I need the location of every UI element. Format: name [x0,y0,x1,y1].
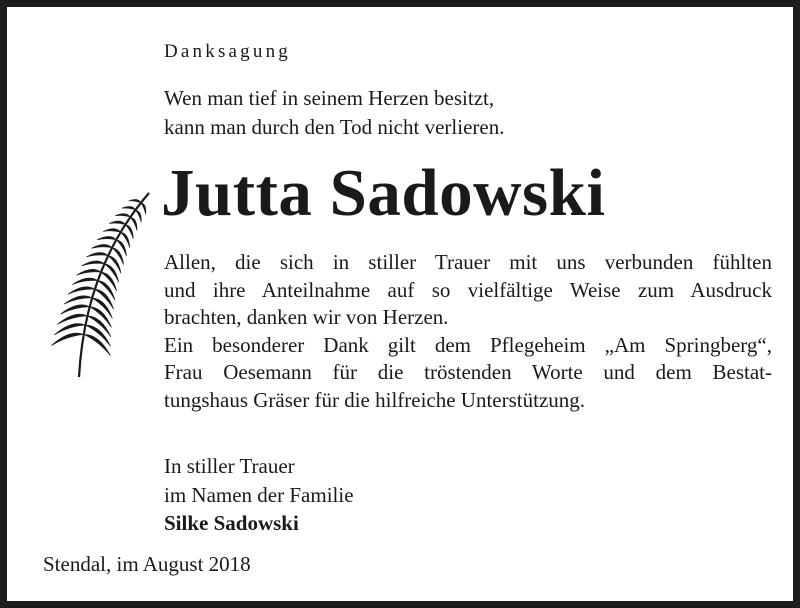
leaf-frond [64,296,92,304]
thanks-line: und ihre Anteilnahme auf so vielfältige Weise zum Ausdruck [164,277,772,302]
signature-block [164,452,354,538]
place-and-date: Stendal, im August 2018 [43,552,251,576]
deceased-name: Jutta Sadowski [161,156,606,230]
leaf-frond [122,206,136,210]
leaf-frond [141,203,146,214]
leaf-frond [86,253,108,257]
leaf-frond [92,244,113,248]
leaf-frond [84,334,111,355]
leaf-frond [103,229,121,232]
thanks-line: Allen, die sich in stiller Trauer mit uns verbunden fühlten [164,250,772,274]
notice-heading: Danksagung [164,41,291,62]
thanks-line: Frau Oesemann für die tröstenden Worte und dem Bestat- [164,360,772,384]
thanks-line: Ein besonderer Dank gilt dem Pflegeheim „Am Springberg“, [164,332,772,357]
leaf-frond [68,287,95,294]
leaf-frond [109,221,125,225]
leaf-frond [77,269,102,275]
leaf-frond [97,236,116,239]
memorial-quote [164,84,504,142]
leaf-frond [112,248,124,265]
leaf-frond [81,261,104,266]
signature-line: im Namen der Familie [164,482,354,507]
thanks-line: brachten, danken wir von Herzen. [164,305,449,329]
leaf-frond [129,199,141,202]
leaf-frond [57,314,87,324]
leaf-frond [115,214,130,218]
palm-leaf-icon [47,187,157,382]
signature-line: In stiller Trauer [164,454,295,478]
leaf-frond [51,333,83,346]
leaf-frond [60,305,89,314]
thanks-text [164,249,772,414]
quote-line: Wen man tief in seinem Herzen besitzt, [164,86,495,110]
signature-name: Silke Sadowski [164,511,299,535]
quote-line: kann man durch den Tod nicht verlieren. [164,115,505,139]
thanks-line: tungshaus Gräser für die hilfreiche Unterstützung. [164,387,586,412]
leaf-frond [135,210,141,222]
leaf-frond [72,278,98,285]
